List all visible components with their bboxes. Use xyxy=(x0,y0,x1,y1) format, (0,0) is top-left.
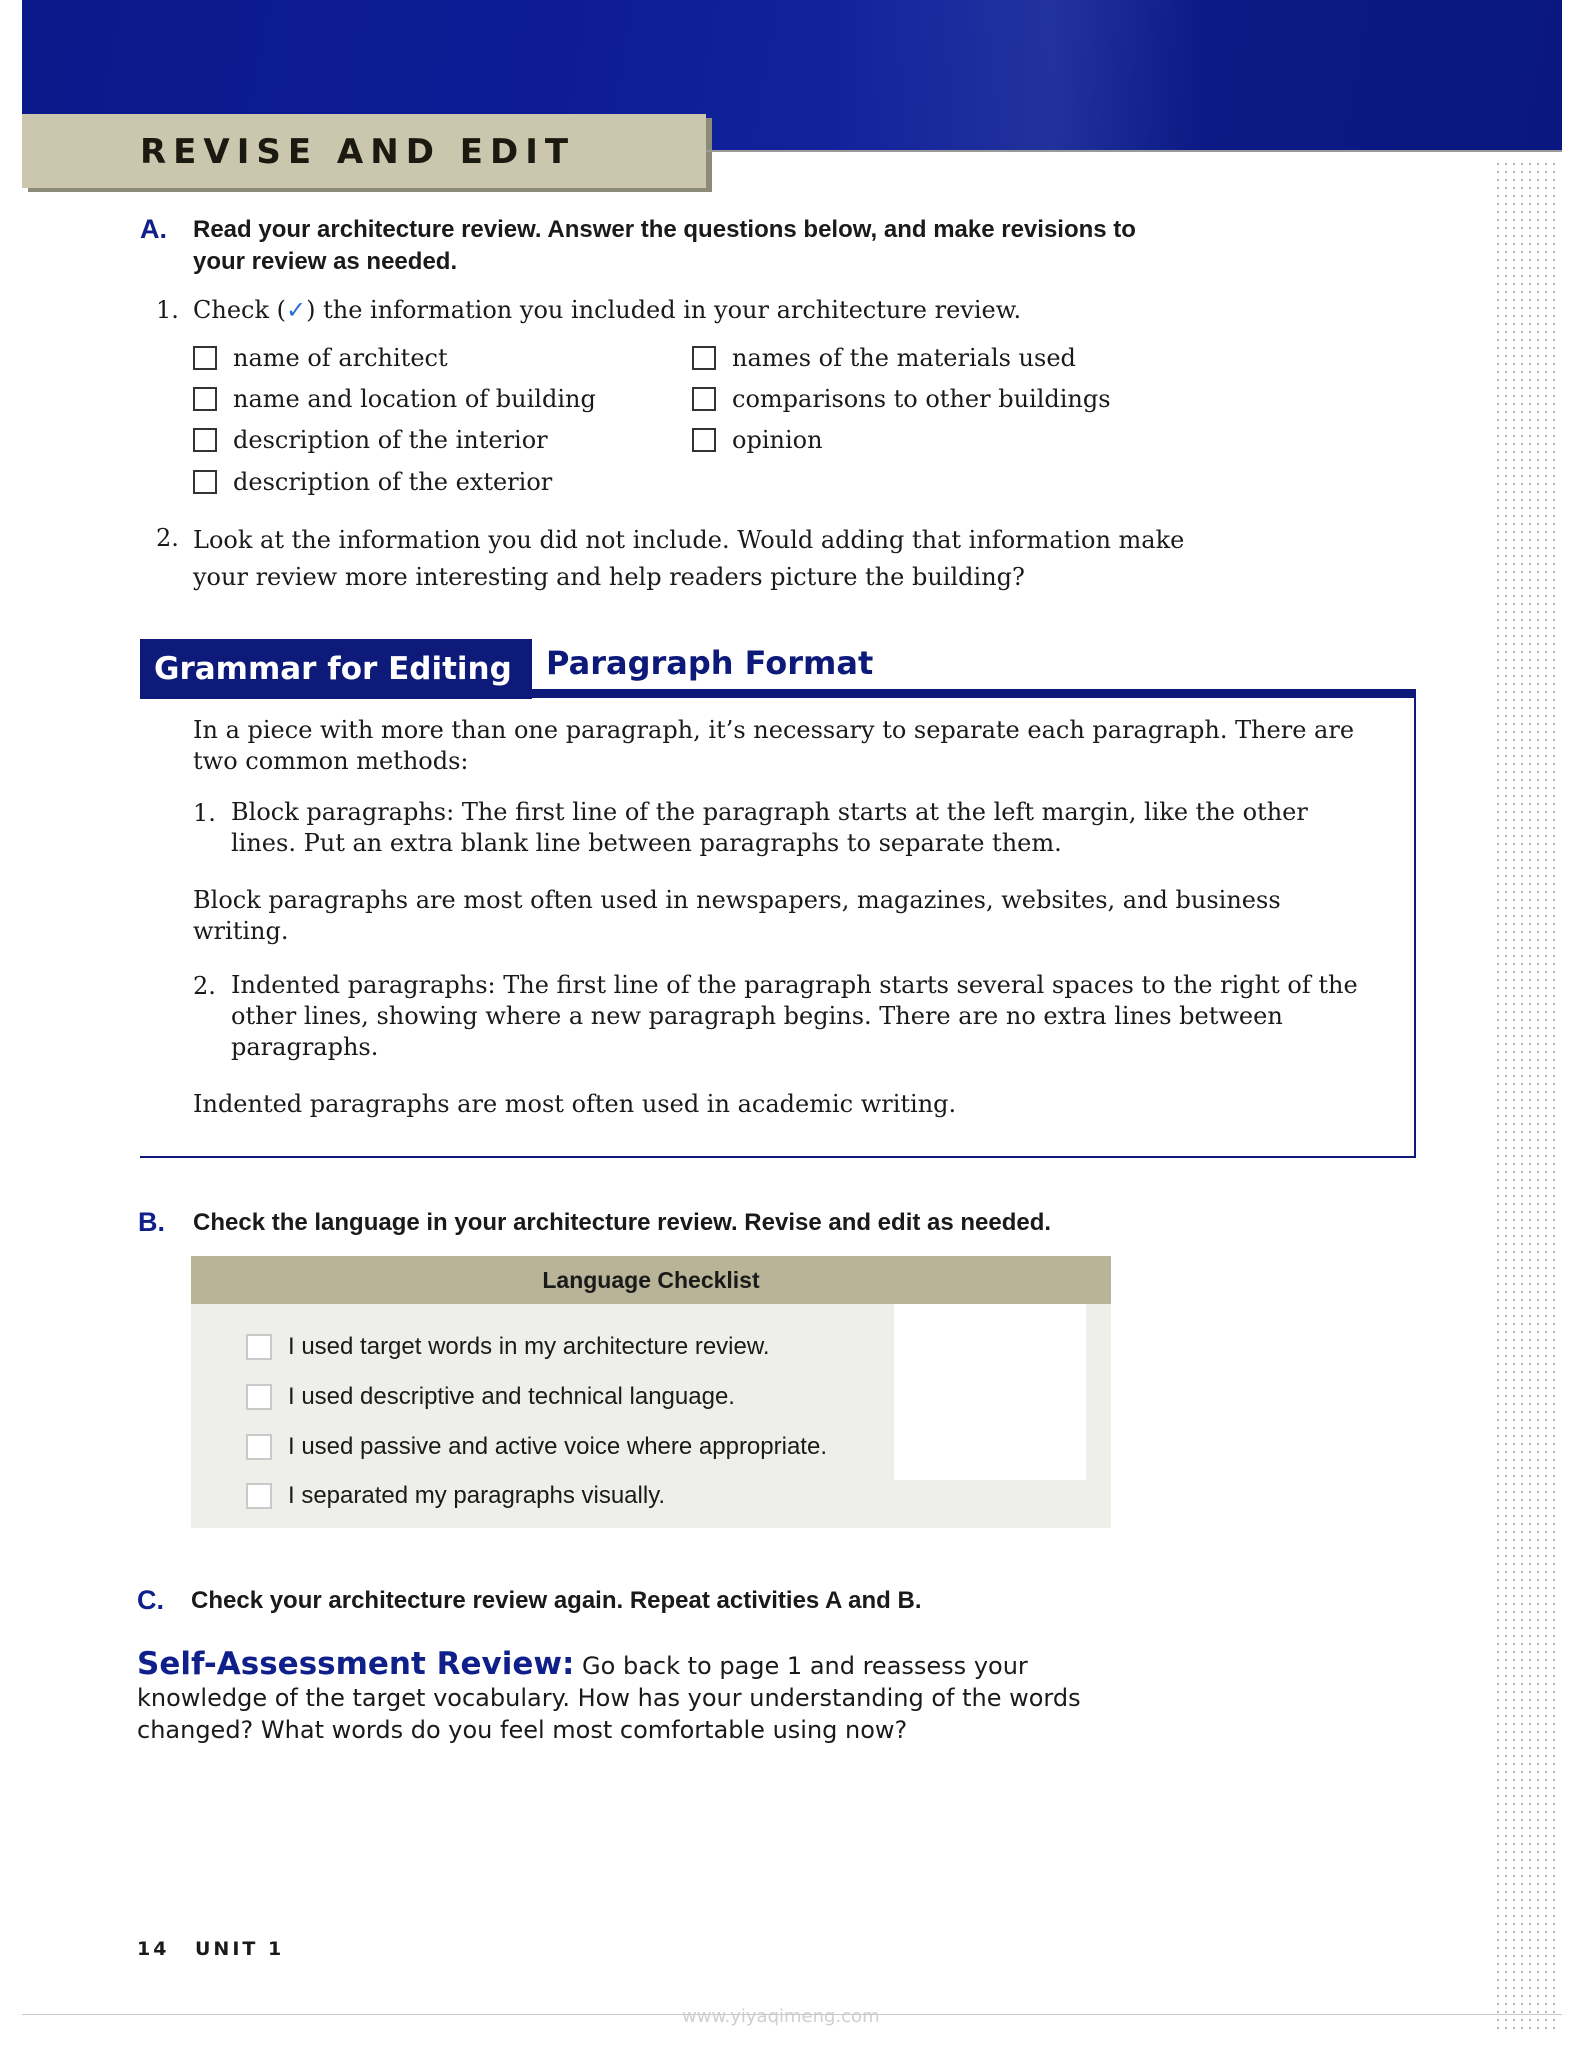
checklist-title: Language Checklist xyxy=(191,1256,1111,1304)
question-1-number: 1. xyxy=(156,296,179,324)
info-checkbox-architect[interactable] xyxy=(193,344,448,372)
info-checkbox-interior[interactable] xyxy=(193,426,548,454)
checkbox[interactable] xyxy=(246,1483,272,1509)
info-checkbox-exterior[interactable] xyxy=(193,468,552,496)
page-number: 14 xyxy=(137,1938,170,1960)
banner-highlight xyxy=(842,0,1362,150)
info-label: name of architect xyxy=(233,344,448,372)
info-label: opinion xyxy=(732,426,823,454)
question-2-number: 2. xyxy=(156,524,179,552)
question-1-text-before: Check ( xyxy=(193,296,286,324)
unit-label: UNIT 1 xyxy=(195,1938,285,1960)
section-title: REVISE AND EDIT xyxy=(140,132,576,172)
checkbox[interactable] xyxy=(193,387,217,411)
info-checkbox-comparisons[interactable] xyxy=(692,385,1111,413)
self-assessment xyxy=(137,1648,1157,1746)
block-paragraph-note: Block paragraphs are most often used in newspapers, magazines, websites, and business writing. xyxy=(193,886,1281,945)
checklist-item[interactable] xyxy=(246,1383,735,1411)
checkbox[interactable] xyxy=(193,346,217,370)
checkbox[interactable] xyxy=(193,470,217,494)
activity-c-letter: C. xyxy=(137,1585,164,1615)
grammar-rule xyxy=(532,689,1416,698)
activity-a-instruction: Read your architecture review. Answer the questions below, and make revisions to your review as needed. xyxy=(193,216,1136,275)
grammar-box-border xyxy=(140,1156,1416,1158)
checkbox[interactable] xyxy=(246,1334,272,1360)
checkbox[interactable] xyxy=(193,428,217,452)
grammar-item-2-number: 2. xyxy=(193,972,216,1000)
question-1-text-after: ) the information you included in your architecture review. xyxy=(306,296,1022,324)
checkbox[interactable] xyxy=(246,1434,272,1460)
info-checkbox-materials[interactable] xyxy=(692,344,1076,372)
info-label: names of the materials used xyxy=(732,344,1076,372)
check-mark-icon: ✓ xyxy=(286,296,307,324)
checklist-label: I used descriptive and technical language. xyxy=(288,1383,735,1410)
info-checkbox-location[interactable] xyxy=(193,385,596,413)
checklist-item[interactable] xyxy=(246,1333,770,1361)
checkbox[interactable] xyxy=(692,387,716,411)
activity-a-letter: A. xyxy=(140,214,167,244)
info-label: comparisons to other buildings xyxy=(732,385,1111,413)
info-checkbox-opinion[interactable] xyxy=(692,426,823,454)
activity-b-letter: B. xyxy=(138,1207,165,1237)
grammar-intro: In a piece with more than one paragraph, it’s necessary to separate each paragraph. There are two common methods: xyxy=(193,716,1355,775)
info-label: name and location of building xyxy=(233,385,596,413)
grammar-tab: Grammar for Editing xyxy=(140,639,532,699)
checkbox[interactable] xyxy=(692,428,716,452)
grammar-box-border xyxy=(1414,698,1416,1158)
checklist-label: I used passive and active voice where appropriate. xyxy=(288,1433,827,1460)
self-assessment-title: Self-Assessment Review: xyxy=(137,1646,575,1682)
self-assessment-text: Go back to page 1 and reassess your knowledge of the target vocabulary. How has your understanding of the words changed? What words do you feel most comfortable using now? xyxy=(137,1652,1081,1744)
grammar-subtitle: Paragraph Format xyxy=(546,644,874,682)
question-2-text: Look at the information you did not include. Would adding that information make your review more interesting and help readers picture the building? xyxy=(193,526,1185,591)
watermark: www.yiyaqimeng.com xyxy=(682,2006,880,2027)
activity-c-instruction: Check your architecture review again. Repeat activities A and B. xyxy=(191,1587,922,1614)
checklist-blank-area xyxy=(894,1304,1086,1480)
info-label: description of the interior xyxy=(233,426,548,454)
activity-b-instruction: Check the language in your architecture review. Revise and edit as needed. xyxy=(193,1209,1052,1236)
checkbox[interactable] xyxy=(246,1384,272,1410)
checklist-label: I separated my paragraphs visually. xyxy=(288,1482,666,1509)
checklist-label: I used target words in my architecture review. xyxy=(288,1333,770,1360)
checklist-item[interactable] xyxy=(246,1433,827,1461)
checkbox[interactable] xyxy=(692,346,716,370)
question-1-text xyxy=(193,294,1293,327)
section-divider xyxy=(706,150,1562,152)
grammar-item-1: Block paragraphs: The first line of the paragraph starts at the left margin, like the other lines. Put an extra blank line between paragraphs to separate them. xyxy=(231,798,1308,857)
grammar-item-1-number: 1. xyxy=(193,799,216,827)
checklist-item[interactable] xyxy=(246,1482,665,1510)
grammar-item-2: Indented paragraphs: The first line of the paragraph starts several spaces to the right of the other lines, showing where a new paragraph begins. There are no extra lines between paragraphs. xyxy=(231,971,1358,1061)
indent-paragraph-note: Indented paragraphs are most often used in academic writing. xyxy=(193,1090,957,1118)
dotted-margin-pattern xyxy=(1494,160,1558,2030)
info-label: description of the exterior xyxy=(233,468,553,496)
